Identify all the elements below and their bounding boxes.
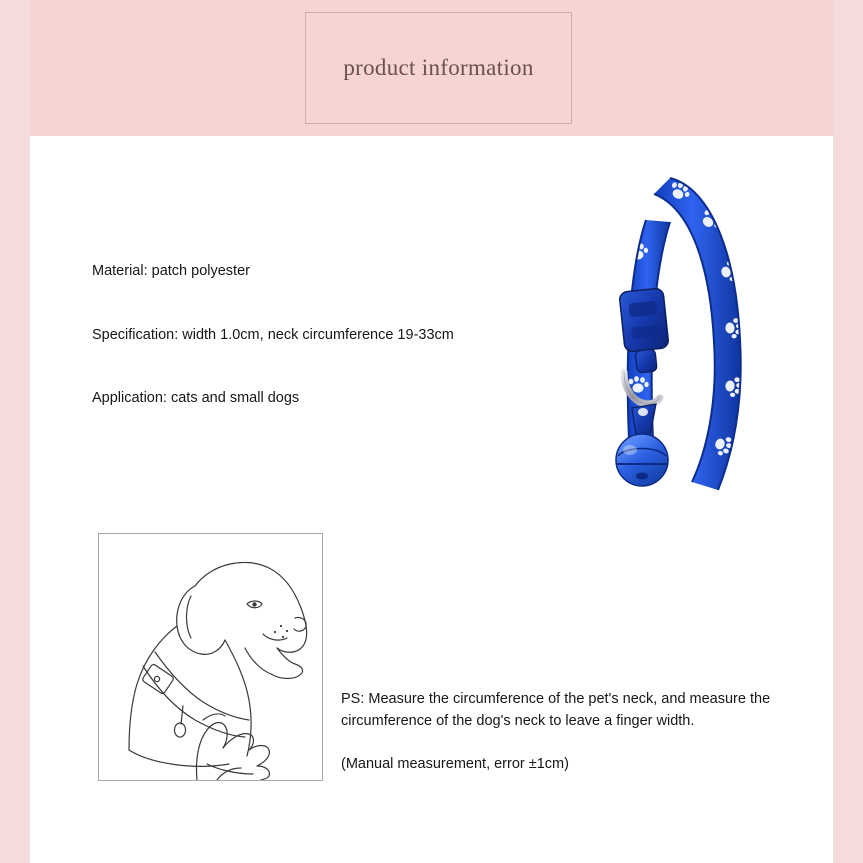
collar-buckle (619, 288, 669, 373)
measurement-sketch (99, 534, 322, 780)
note-measure: PS: Measure the circumference of the pet's neck, and measure the circumference of the dog's neck to leave a finger width. (341, 691, 771, 729)
spec-application: Application: cats and small dogs (92, 390, 300, 407)
spec-material: Material: patch polyester (92, 263, 250, 279)
svg-text:. . .: . . . (257, 766, 266, 772)
header-banner (30, 0, 833, 136)
right-gutter (833, 0, 863, 863)
bell (616, 434, 668, 486)
banner-title: product information (343, 55, 534, 80)
content-sheet (30, 0, 833, 863)
measurement-sketch-box (98, 533, 323, 781)
left-gutter (0, 0, 30, 863)
spec-specification: Specification: width 1.0cm, neck circumference 19-33cm (92, 326, 454, 343)
product-image-collar (550, 160, 780, 520)
measurement-notes (341, 689, 791, 772)
note-manual: (Manual measurement, error ±1cm) (341, 755, 569, 772)
specification-list (92, 262, 562, 409)
